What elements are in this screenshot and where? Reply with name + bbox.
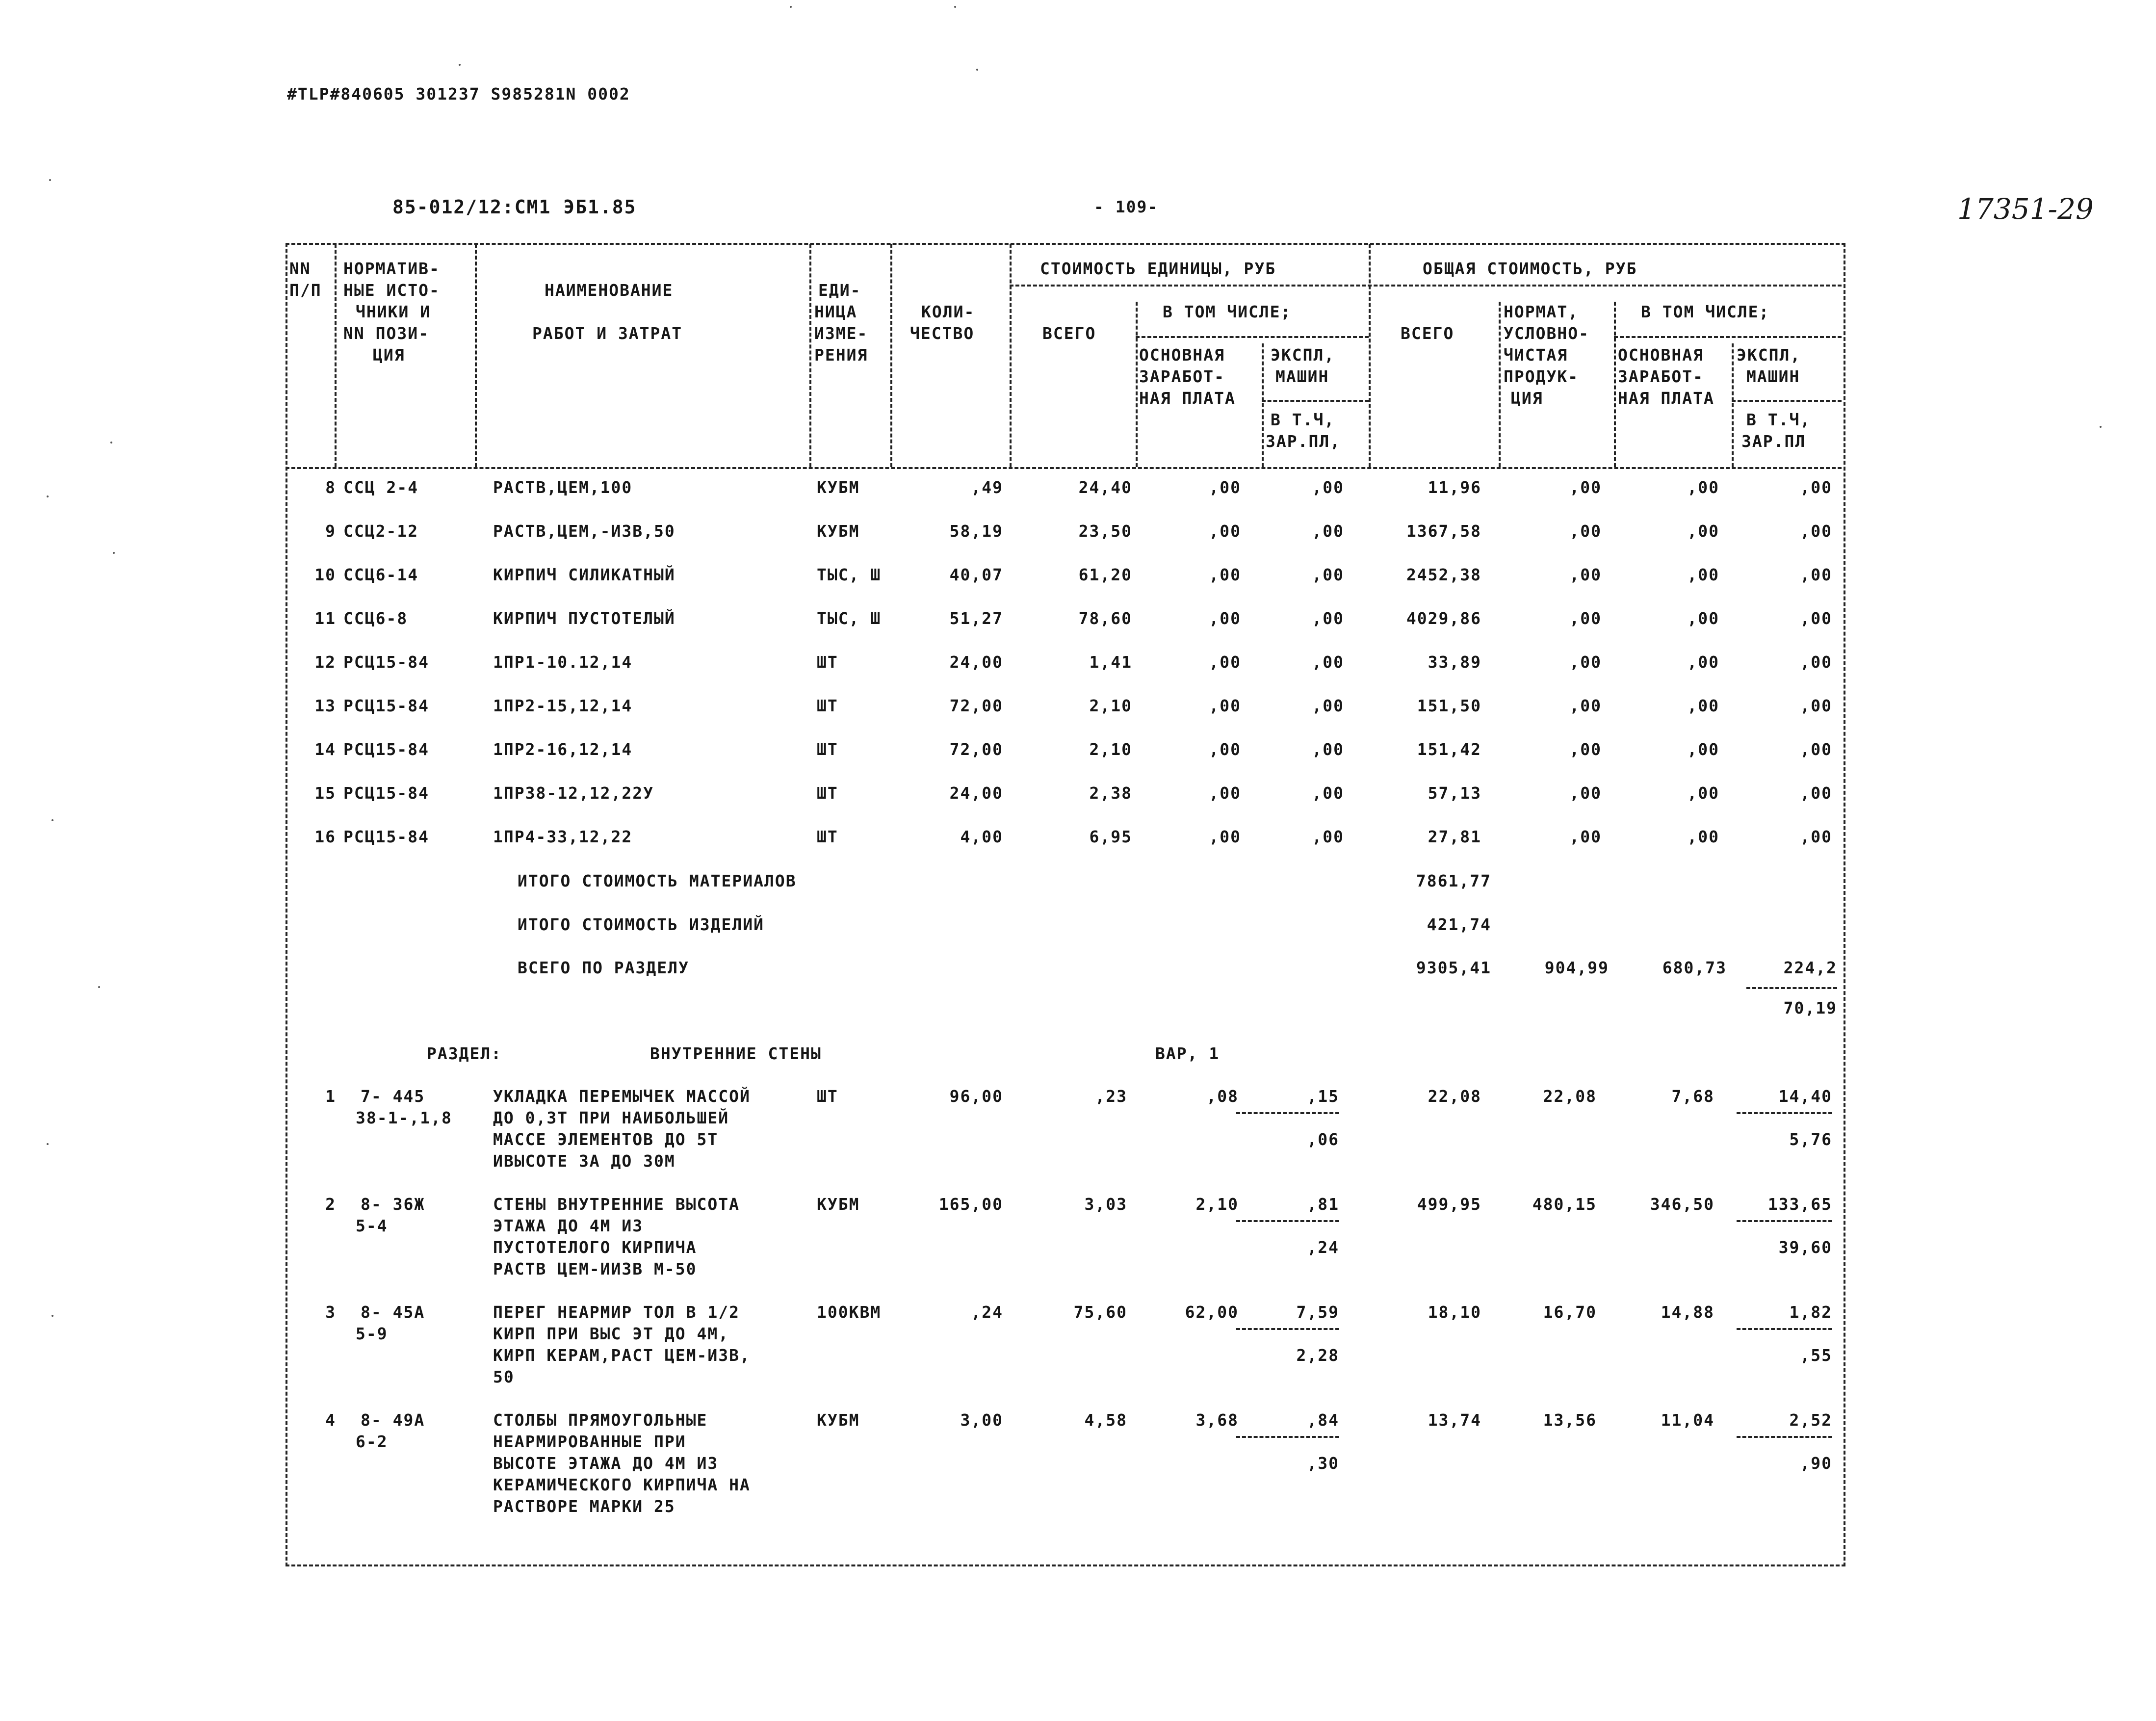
row-mach: ,00 <box>1800 478 1832 497</box>
row-total: 2452,38 <box>1406 565 1481 584</box>
row-norm: ,00 <box>1569 565 1602 584</box>
work-unit: ШТ <box>817 1087 838 1106</box>
work-norm: 16,70 <box>1543 1303 1597 1322</box>
row-unit-total: 2,38 <box>1089 783 1132 803</box>
row-nn: 10 <box>314 565 336 584</box>
col-unit-mach-line1: ЭКСПЛ, <box>1271 345 1335 365</box>
work-nn: 4 <box>325 1410 336 1430</box>
column-rule <box>1499 302 1501 467</box>
row-wage: ,00 <box>1687 478 1719 497</box>
row-unit-wage: ,00 <box>1209 522 1241 541</box>
work-unit-mach: ,15 <box>1307 1087 1339 1106</box>
section-title: ВНУТРЕННИЕ СТЕНЫ <box>650 1044 822 1063</box>
row-unit-total: 61,20 <box>1078 565 1132 584</box>
row-qty: 24,00 <box>949 652 1003 672</box>
row-unit-mach: ,00 <box>1312 522 1344 541</box>
row-unit-total: 1,41 <box>1089 652 1132 672</box>
row-mach: ,00 <box>1800 609 1832 628</box>
row-unit: ШТ <box>817 827 838 846</box>
section-total-label: ВСЕГО ПО РАЗДЕЛУ <box>518 958 689 977</box>
work-qty: 96,00 <box>949 1087 1003 1106</box>
row-wage: ,00 <box>1687 696 1719 715</box>
scan-speck <box>2100 426 2102 428</box>
work-mach: 14,40 <box>1778 1087 1832 1106</box>
work-mach: 2,52 <box>1789 1410 1832 1430</box>
row-unit-wage: ,00 <box>1209 609 1241 628</box>
work-mach-wage: 5,76 <box>1789 1130 1832 1149</box>
sub-rule <box>1737 1436 1832 1438</box>
col-total-mach-line1: ЭКСПЛ, <box>1737 345 1801 365</box>
section-total-mach-wage: 70,19 <box>1783 998 1837 1017</box>
col-unit-cost-group: СТОИМОСТЬ ЕДИНИЦЫ, РУБ <box>1040 259 1276 278</box>
work-nn: 1 <box>325 1087 336 1106</box>
column-rule <box>1614 302 1616 467</box>
header-rule <box>1614 336 1842 338</box>
row-norm: ,00 <box>1569 652 1602 672</box>
header-rule <box>1010 285 1842 287</box>
row-qty: ,49 <box>971 478 1003 497</box>
work-unit-wage: 62,00 <box>1185 1303 1239 1322</box>
work-code-1: 8- 45А <box>361 1303 425 1322</box>
col-qty-line1: КОЛИ- <box>921 302 975 321</box>
col-norm-line3: ЧНИКИ И <box>356 302 431 321</box>
col-unit-line2: НИЦА <box>814 302 857 321</box>
row-unit-total: 6,95 <box>1089 827 1132 846</box>
work-code-1: 8- 36Ж <box>361 1195 425 1214</box>
row-name: КИРПИЧ СИЛИКАТНЫЙ <box>493 565 675 584</box>
col-total-norm-line3: ЧИСТАЯ <box>1504 345 1568 365</box>
column-rule <box>1369 244 1371 467</box>
header-bottom-rule <box>286 467 1842 469</box>
row-name: КИРПИЧ ПУСТОТЕЛЫЙ <box>493 609 675 628</box>
work-unit-wage: 3,68 <box>1195 1410 1239 1430</box>
col-total-wage-line2: ЗАРАБОТ- <box>1618 367 1704 386</box>
row-wage: ,00 <box>1687 565 1719 584</box>
row-mach: ,00 <box>1800 740 1832 759</box>
work-name-line: ВЫСОТЕ ЭТАЖА ДО 4М ИЗ <box>493 1454 719 1473</box>
col-unit-total: ВСЕГО <box>1042 324 1096 343</box>
scan-speck <box>52 1315 53 1317</box>
col-nn-line2: П/П <box>289 281 322 300</box>
handwritten-stamp: 17351-29 <box>1957 192 2094 226</box>
scan-speck <box>459 64 461 66</box>
scan-speck <box>790 6 792 8</box>
row-mach: ,00 <box>1800 565 1832 584</box>
row-unit-mach: ,00 <box>1312 783 1344 803</box>
col-total-group: ОБЩАЯ СТОИМОСТЬ, РУБ <box>1423 259 1637 278</box>
work-unit-mach-wage: 2,28 <box>1296 1346 1339 1365</box>
col-unit-mach-line2: МАШИН <box>1275 367 1329 386</box>
row-name: 1ПР38-12,12,22У <box>493 783 654 803</box>
row-unit-mach: ,00 <box>1312 478 1344 497</box>
work-unit-total: 4,58 <box>1084 1410 1127 1430</box>
row-unit-total: 23,50 <box>1078 522 1132 541</box>
scan-speck <box>976 69 978 71</box>
work-wage: 346,50 <box>1650 1195 1714 1214</box>
row-mach: ,00 <box>1800 652 1832 672</box>
scan-speck <box>954 6 956 8</box>
row-code: ССЦ2-12 <box>343 522 419 541</box>
row-code: ССЦ 2-4 <box>343 478 419 497</box>
row-name: 1ПР2-16,12,14 <box>493 740 633 759</box>
work-mach: 133,65 <box>1767 1195 1832 1214</box>
work-code-1: 7- 445 <box>361 1087 425 1106</box>
row-unit: ТЫС, Ш <box>817 609 882 628</box>
col-total-norm-line2: УСЛОВНО- <box>1504 324 1589 343</box>
work-name-line: КИРП ПРИ ВЫС ЭТ ДО 4М, <box>493 1324 729 1343</box>
work-qty: 165,00 <box>938 1195 1003 1214</box>
row-unit-mach: ,00 <box>1312 609 1344 628</box>
col-unit-mach-wage-line2: ЗАР.ПЛ, <box>1266 432 1341 451</box>
work-name-line: КИРП КЕРАМ,РАСТ ЦЕМ-ИЗВ, <box>493 1346 751 1365</box>
work-total: 22,08 <box>1428 1087 1481 1106</box>
row-unit-wage: ,00 <box>1209 740 1241 759</box>
col-total-mach-line2: МАШИН <box>1746 367 1800 386</box>
total-materials-value: 7861,77 <box>1416 871 1491 890</box>
section-total-value: 9305,41 <box>1416 958 1491 977</box>
row-qty: 51,27 <box>949 609 1003 628</box>
row-name: 1ПР4-33,12,22 <box>493 827 633 846</box>
section-total-wage: 680,73 <box>1662 958 1727 977</box>
row-unit: ШТ <box>817 740 838 759</box>
row-unit-mach: ,00 <box>1312 696 1344 715</box>
row-unit-mach: ,00 <box>1312 565 1344 584</box>
work-code-2: 38-1-,1,8 <box>356 1108 452 1127</box>
row-nn: 8 <box>325 478 336 497</box>
row-qty: 58,19 <box>949 522 1003 541</box>
col-total-wage-line3: НАЯ ПЛАТА <box>1618 389 1714 408</box>
row-norm: ,00 <box>1569 478 1602 497</box>
row-unit-mach: ,00 <box>1312 740 1344 759</box>
col-total-incl: В ТОМ ЧИСЛЕ; <box>1641 302 1770 321</box>
row-total: 57,13 <box>1428 783 1481 803</box>
row-code: ССЦ6-14 <box>343 565 419 584</box>
row-mach: ,00 <box>1800 522 1832 541</box>
row-norm: ,00 <box>1569 609 1602 628</box>
col-norm-line1: НОРМАТИВ- <box>343 259 440 278</box>
work-name-line: ЭТАЖА ДО 4М ИЗ <box>493 1216 644 1235</box>
col-total-mach-wage-line2: ЗАР.ПЛ <box>1741 432 1806 451</box>
section-label: РАЗДЕЛ: <box>427 1044 502 1063</box>
row-unit: ТЫС, Ш <box>817 565 882 584</box>
row-wage: ,00 <box>1687 783 1719 803</box>
row-unit-wage: ,00 <box>1209 783 1241 803</box>
row-name: РАСТВ,ЦЕМ,100 <box>493 478 633 497</box>
scan-speck <box>113 552 115 554</box>
row-qty: 72,00 <box>949 740 1003 759</box>
work-name-line: МАССЕ ЭЛЕМЕНТОВ ДО 5Т <box>493 1130 719 1149</box>
work-wage: 7,68 <box>1671 1087 1714 1106</box>
row-qty: 24,00 <box>949 783 1003 803</box>
row-unit-total: 2,10 <box>1089 696 1132 715</box>
work-unit-mach-wage: ,06 <box>1307 1130 1339 1149</box>
row-qty: 72,00 <box>949 696 1003 715</box>
work-name-line: РАСТВОРЕ МАРКИ 25 <box>493 1497 675 1516</box>
col-name-line2: РАБОТ И ЗАТРАТ <box>532 324 683 343</box>
row-nn: 14 <box>314 740 336 759</box>
row-name: 1ПР1-10.12,14 <box>493 652 633 672</box>
col-qty-line2: ЧЕСТВО <box>910 324 975 343</box>
work-mach-wage: 39,60 <box>1778 1238 1832 1257</box>
col-norm-line4: NN ПОЗИ- <box>343 324 429 343</box>
work-total: 499,95 <box>1417 1195 1481 1214</box>
col-unit-line3: ИЗМЕ- <box>814 324 868 343</box>
row-total: 151,42 <box>1417 740 1481 759</box>
column-rule <box>1262 343 1264 467</box>
row-total: 4029,86 <box>1406 609 1481 628</box>
work-name-line: КЕРАМИЧЕСКОГО КИРПИЧА НА <box>493 1475 751 1494</box>
col-norm-line2: НЫЕ ИСТО- <box>343 281 440 300</box>
total-materials-label: ИТОГО СТОИМОСТЬ МАТЕРИАЛОВ <box>518 871 797 890</box>
row-wage: ,00 <box>1687 609 1719 628</box>
row-name: 1ПР2-15,12,14 <box>493 696 633 715</box>
scan-speck <box>47 495 49 497</box>
scan-speck <box>47 1143 49 1145</box>
sub-rule <box>1236 1328 1339 1330</box>
work-unit-mach: ,84 <box>1307 1410 1339 1430</box>
work-unit: КУБМ <box>817 1195 860 1214</box>
row-total: 1367,58 <box>1406 522 1481 541</box>
row-total: 151,50 <box>1417 696 1481 715</box>
row-total: 27,81 <box>1428 827 1481 846</box>
column-rule <box>335 244 337 467</box>
sub-rule <box>1236 1112 1339 1114</box>
section-variant: ВАР, 1 <box>1155 1044 1220 1063</box>
row-code: РСЦ15-84 <box>343 696 429 715</box>
work-name-line: СТОЛБЫ ПРЯМОУГОЛЬНЫЕ <box>493 1410 708 1430</box>
column-rule <box>1010 244 1012 467</box>
row-norm: ,00 <box>1569 522 1602 541</box>
row-wage: ,00 <box>1687 652 1719 672</box>
row-unit-total: 78,60 <box>1078 609 1132 628</box>
work-name-line: СТЕНЫ ВНУТРЕННИЕ ВЫСОТА <box>493 1195 740 1214</box>
row-qty: 4,00 <box>960 827 1003 846</box>
col-unit-wage-line2: ЗАРАБОТ- <box>1139 367 1225 386</box>
work-code-2: 5-9 <box>356 1324 388 1343</box>
work-name-line: НЕАРМИРОВАННЫЕ ПРИ <box>493 1432 686 1451</box>
work-norm: 22,08 <box>1543 1087 1597 1106</box>
document-code-line: #TLP#840605 301237 S985281N 0002 <box>287 84 630 104</box>
work-code-2: 6-2 <box>356 1432 388 1451</box>
col-unit-wage-line1: ОСНОВНАЯ <box>1139 345 1225 365</box>
section-total-mach: 224,2 <box>1783 958 1837 977</box>
row-unit-wage: ,00 <box>1209 565 1241 584</box>
work-qty: ,24 <box>971 1303 1003 1322</box>
work-unit-mach: ,81 <box>1307 1195 1339 1214</box>
column-rule <box>890 244 892 467</box>
section-total-norm: 904,99 <box>1544 958 1609 977</box>
col-norm-line5: ЦИЯ <box>373 345 405 365</box>
header-rule <box>1732 400 1842 402</box>
col-unit-line1: ЕДИ- <box>818 281 861 300</box>
col-total-norm-line4: ПРОДУК- <box>1504 367 1579 386</box>
work-name-line: ДО 0,3Т ПРИ НАИБОЛЬШЕЙ <box>493 1108 729 1127</box>
row-total: 11,96 <box>1428 478 1481 497</box>
work-name-line: УКЛАДКА ПЕРЕМЫЧЕК МАССОЙ <box>493 1087 751 1106</box>
scan-speck <box>110 442 112 443</box>
row-norm: ,00 <box>1569 740 1602 759</box>
row-unit-total: 2,10 <box>1089 740 1132 759</box>
row-code: РСЦ15-84 <box>343 740 429 759</box>
work-wage: 14,88 <box>1661 1303 1714 1322</box>
row-code: РСЦ15-84 <box>343 652 429 672</box>
row-nn: 11 <box>314 609 336 628</box>
row-nn: 15 <box>314 783 336 803</box>
work-total: 18,10 <box>1428 1303 1481 1322</box>
row-mach: ,00 <box>1800 696 1832 715</box>
work-mach-wage: ,90 <box>1800 1454 1832 1473</box>
row-qty: 40,07 <box>949 565 1003 584</box>
col-nn-line1: NN <box>289 259 311 278</box>
sub-rule <box>1737 1220 1832 1222</box>
work-mach: 1,82 <box>1789 1303 1832 1322</box>
document-reference: 85-012/12:СМ1 ЭБ1.85 <box>392 196 637 218</box>
col-unit-line4: РЕНИЯ <box>814 345 868 365</box>
col-unit-wage-line3: НАЯ ПЛАТА <box>1139 389 1236 408</box>
row-mach: ,00 <box>1800 783 1832 803</box>
sub-rule <box>1737 1328 1832 1330</box>
work-unit-wage: 2,10 <box>1195 1195 1239 1214</box>
work-norm: 480,15 <box>1532 1195 1597 1214</box>
row-wage: ,00 <box>1687 827 1719 846</box>
work-qty: 3,00 <box>960 1410 1003 1430</box>
row-name: РАСТВ,ЦЕМ,-ИЗВ,50 <box>493 522 675 541</box>
work-name-line: 50 <box>493 1367 515 1386</box>
work-code-1: 8- 49А <box>361 1410 425 1430</box>
row-unit-wage: ,00 <box>1209 652 1241 672</box>
work-unit-total: 75,60 <box>1073 1303 1127 1322</box>
work-wage: 11,04 <box>1661 1410 1714 1430</box>
column-rule <box>475 244 477 467</box>
row-unit: ШТ <box>817 783 838 803</box>
row-norm: ,00 <box>1569 827 1602 846</box>
work-code-2: 5-4 <box>356 1216 388 1235</box>
page-number: - 109- <box>1094 197 1159 216</box>
work-unit-total: ,23 <box>1095 1087 1127 1106</box>
work-unit-wage: ,08 <box>1206 1087 1239 1106</box>
row-code: РСЦ15-84 <box>343 783 429 803</box>
work-norm: 13,56 <box>1543 1410 1597 1430</box>
work-name-line: ПЕРЕГ НЕАРМИР ТОЛ В 1/2 <box>493 1303 740 1322</box>
work-mach-wage: ,55 <box>1800 1346 1832 1365</box>
row-total: 33,89 <box>1428 652 1481 672</box>
row-unit-wage: ,00 <box>1209 478 1241 497</box>
work-unit-mach-wage: ,24 <box>1307 1238 1339 1257</box>
header-rule <box>1262 400 1369 402</box>
row-unit-wage: ,00 <box>1209 696 1241 715</box>
work-name-line: РАСТВ ЦЕМ-ИИЗВ М-50 <box>493 1259 697 1278</box>
work-unit: 100КВМ <box>817 1303 882 1322</box>
col-total-wage-line1: ОСНОВНАЯ <box>1618 345 1704 365</box>
row-code: ССЦ6-8 <box>343 609 408 628</box>
work-nn: 2 <box>325 1195 336 1214</box>
column-rule <box>1136 302 1138 467</box>
col-total-norm-line1: НОРМАТ, <box>1504 302 1579 321</box>
row-nn: 13 <box>314 696 336 715</box>
work-unit-mach-wage: ,30 <box>1307 1454 1339 1473</box>
row-nn: 12 <box>314 652 336 672</box>
row-unit: КУБМ <box>817 522 860 541</box>
row-code: РСЦ15-84 <box>343 827 429 846</box>
scan-speck <box>52 819 53 821</box>
row-wage: ,00 <box>1687 740 1719 759</box>
work-unit: КУБМ <box>817 1410 860 1430</box>
sub-rule <box>1236 1220 1339 1222</box>
work-unit-mach: 7,59 <box>1296 1303 1339 1322</box>
row-wage: ,00 <box>1687 522 1719 541</box>
header-rule <box>1136 336 1369 338</box>
col-total-mach-wage-line1: В Т.Ч, <box>1746 410 1811 429</box>
row-unit: ШТ <box>817 696 838 715</box>
sub-rule <box>1236 1436 1339 1438</box>
col-total-norm-line5: ЦИЯ <box>1511 389 1543 408</box>
column-rule <box>1732 343 1734 467</box>
row-unit: ШТ <box>817 652 838 672</box>
scan-speck <box>49 179 51 181</box>
scan-speck <box>98 986 100 988</box>
work-nn: 3 <box>325 1303 336 1322</box>
work-total: 13,74 <box>1428 1410 1481 1430</box>
row-norm: ,00 <box>1569 696 1602 715</box>
sub-rule <box>1737 1112 1832 1114</box>
col-total-all: ВСЕГО <box>1401 324 1455 343</box>
column-rule <box>809 244 811 467</box>
row-unit: КУБМ <box>817 478 860 497</box>
row-unit-mach: ,00 <box>1312 652 1344 672</box>
row-unit-mach: ,00 <box>1312 827 1344 846</box>
total-products-label: ИТОГО СТОИМОСТЬ ИЗДЕЛИЙ <box>518 915 764 934</box>
total-products-value: 421,74 <box>1427 915 1491 934</box>
row-nn: 9 <box>325 522 336 541</box>
row-norm: ,00 <box>1569 783 1602 803</box>
work-name-line: ИВЫСОТЕ ЗА ДО 30М <box>493 1151 675 1171</box>
row-mach: ,00 <box>1800 827 1832 846</box>
col-name-line1: НАИМЕНОВАНИЕ <box>545 281 674 300</box>
work-name-line: ПУСТОТЕЛОГО КИРПИЧА <box>493 1238 697 1257</box>
row-unit-total: 24,40 <box>1078 478 1132 497</box>
table-frame <box>286 243 1845 1566</box>
row-unit-wage: ,00 <box>1209 827 1241 846</box>
work-unit-total: 3,03 <box>1084 1195 1127 1214</box>
col-unit-incl: В ТОМ ЧИСЛЕ; <box>1163 302 1292 321</box>
col-unit-mach-wage-line1: В Т.Ч, <box>1271 410 1335 429</box>
sub-rule <box>1746 987 1837 989</box>
row-nn: 16 <box>314 827 336 846</box>
